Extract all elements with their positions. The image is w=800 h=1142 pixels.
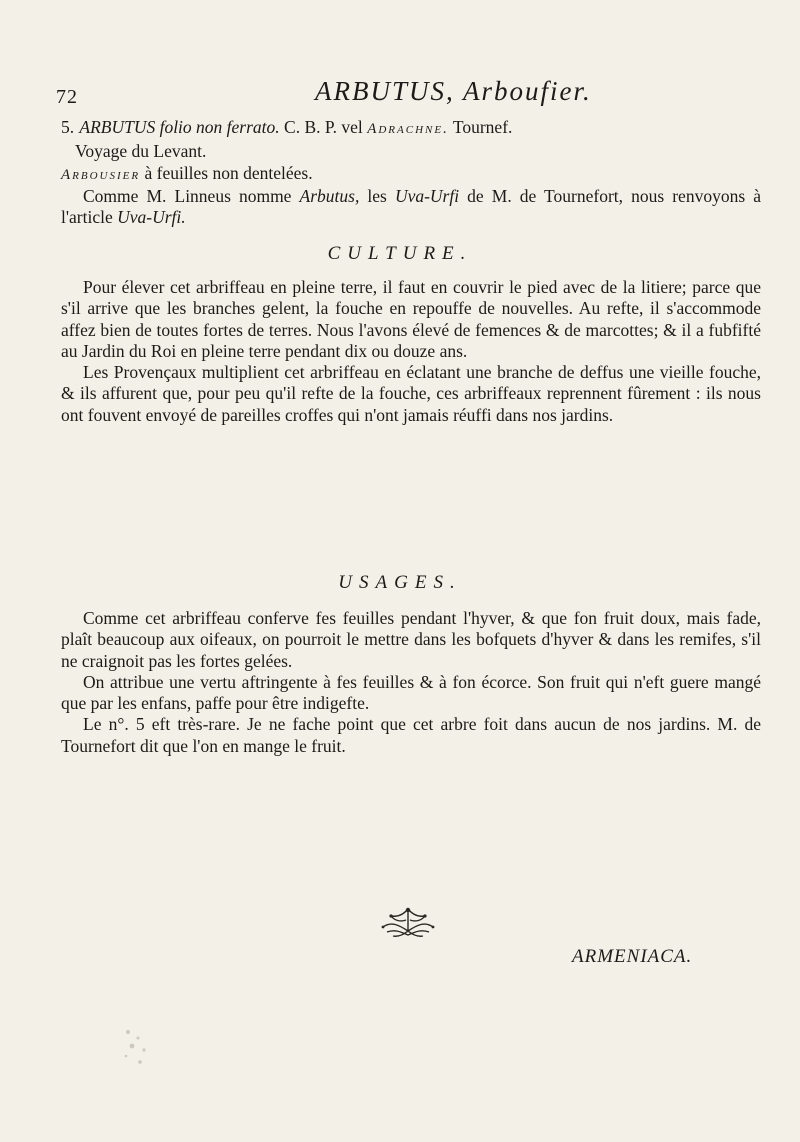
- intro-mid2: de M. de Tournefort, nous renvoyons à l'article: [61, 186, 761, 228]
- paper-stain: [116, 1024, 158, 1068]
- entry-description: folio non ferrato.: [159, 117, 280, 137]
- culture-title: CULTURE.: [327, 243, 473, 264]
- usages-title: USAGES.: [338, 572, 462, 593]
- culture-text: [61, 277, 761, 426]
- intro-text: [61, 186, 761, 229]
- entry-line-2: Voyage du Levant.: [75, 141, 207, 161]
- running-head: ARBUTUS, Arboufier.: [315, 76, 592, 106]
- entry-french-desc: à feuilles non dentelées.: [144, 163, 313, 183]
- usages-paragraph-2: On attribue une vertu aftringente à fes feuilles & à fon écorce. Son fruit qui n'eft guere mangé que par les enfans, paffe pour être indigefte.: [61, 671, 761, 714]
- catchword: ARMENIACA.: [572, 946, 693, 967]
- entry-synonym: Adrachne.: [367, 121, 449, 137]
- usages-text: [61, 608, 761, 757]
- entry-line-1: [61, 116, 761, 140]
- entry-french-name: Arbousier: [61, 167, 141, 183]
- page-number: 72: [56, 86, 78, 108]
- usages-paragraph-1: Comme cet arbriffeau conferve fes feuilles pendant l'hyver, & que fon fruit doux, mais fade, plaît beaucoup aux oifeaux, on pourroit le mettre dans les bofquets d'hyver & dans les remifes, s'il ne craignoit pas les fortes gelées.: [61, 608, 761, 671]
- intro-species: Uva-Urfi: [394, 186, 460, 206]
- entry-author: Tournef.: [452, 117, 513, 137]
- entry-number: 5.: [61, 117, 75, 137]
- intro-ref: Uva-Urfi.: [117, 207, 186, 228]
- intro-start: Comme M. Linneus nomme: [83, 186, 300, 206]
- culture-paragraph-1: Pour élever cet arbriffeau en pleine terre, il faut en couvrir le pied avec de la litiere; parce que s'il arrive que les branches gelent, la fouche en repouffe de nouvelles. Au refte, il s'accommode affez bien de toutes fortes de terres. Nous l'avons élevé de femences & de marcottes; & il a fubfifté au Jardin du Roi en pleine terre pendant dix ou douze ans.: [61, 277, 761, 361]
- usages-paragraph-3: Le n°. 5 eft très-rare. Je ne fache point que cet arbre foit dans aucun de nos jardins. M. de Tournefort dit que l'on en mange le fruit.: [61, 714, 761, 756]
- entry-line-3: [61, 162, 761, 186]
- intro-genus: Arbutus,: [299, 186, 360, 206]
- intro-mid: les: [359, 186, 395, 206]
- intro-paragraph: [61, 186, 761, 229]
- entry-name: ARBUTUS: [79, 117, 156, 137]
- culture-paragraph-2: Les Provençaux multiplient cet arbriffeau en éclatant une branche de deffus une vieille fouche, & ils affurent que, pour peu qu'il refte de la fouche, ces arbriffeaux reprennent fûrement : ils nous ont fouvent envoyé de pareilles croffes qui n'ont jamais réuffi dans nos jardins.: [61, 362, 761, 425]
- floral-ornament-icon: [373, 905, 443, 939]
- species-entry: [61, 116, 761, 186]
- entry-reference: C. B. P. vel: [284, 117, 363, 137]
